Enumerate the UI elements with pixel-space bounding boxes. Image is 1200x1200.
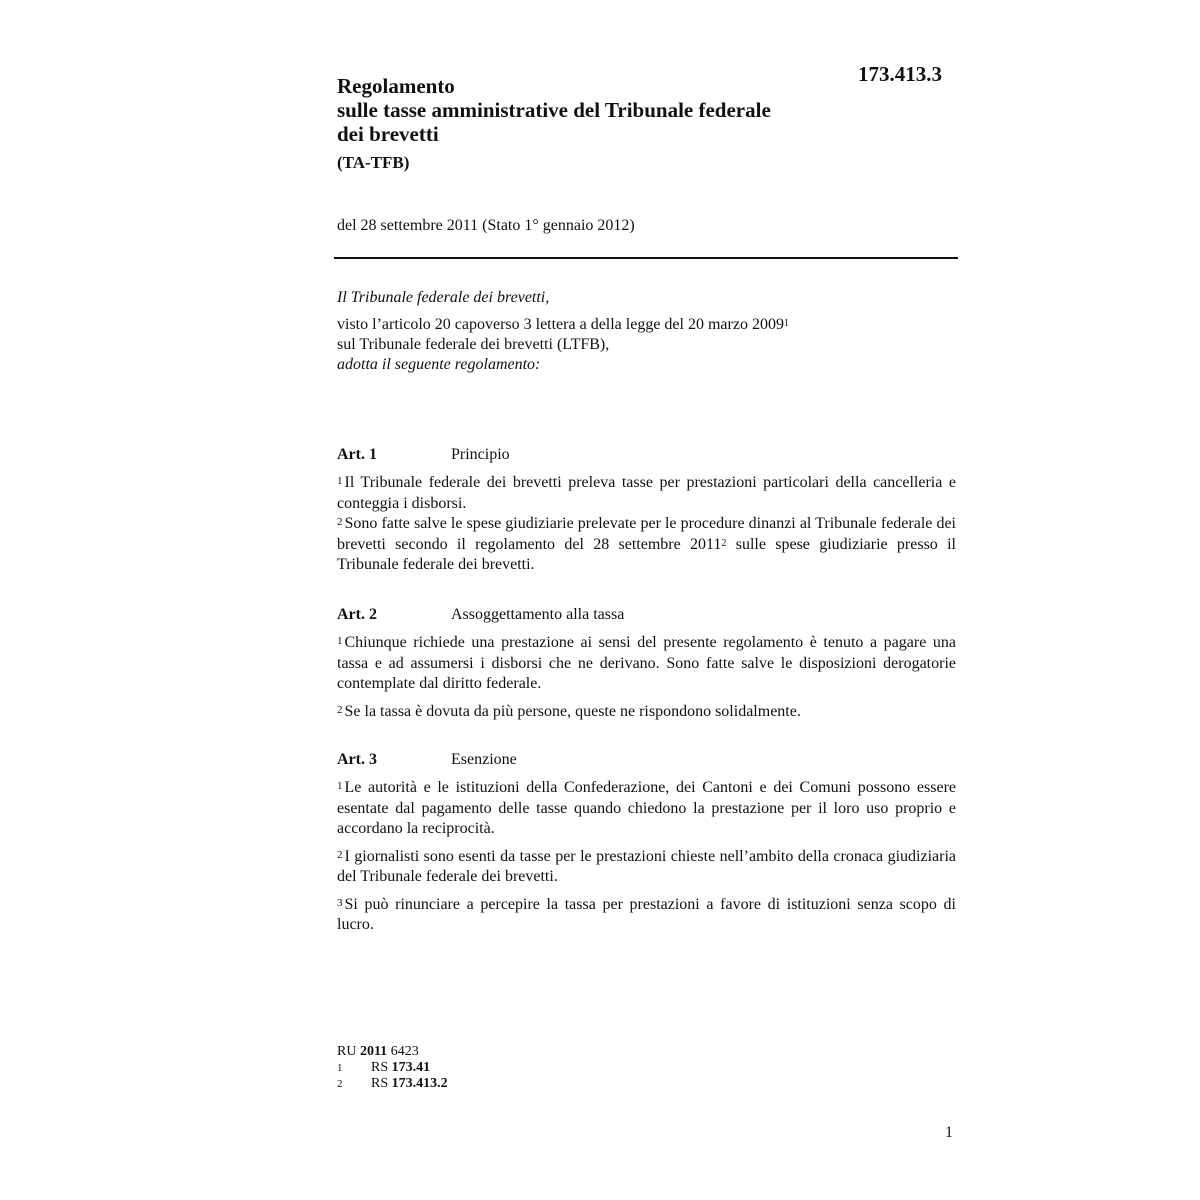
article-heading	[337, 445, 956, 465]
ru-page: 6423	[390, 1044, 419, 1059]
footnote-ref-link[interactable]: 173.41	[391, 1060, 431, 1075]
ru-reference	[337, 1044, 448, 1060]
preamble	[337, 288, 957, 375]
paragraph-text: Se la tassa è dovuta da più persone, queste ne rispondono solidalmente.	[344, 702, 801, 720]
ru-prefix: RU	[337, 1044, 357, 1059]
article-heading	[337, 750, 956, 770]
footnote	[337, 1076, 448, 1092]
paragraph-text: Sono fatte salve le spese giudiziarie prelevate per le procedure dinanzi al Tribunale federale dei brevetti secondo il regolamento del 28 settembre 2011	[337, 515, 956, 553]
footnote-number: 1	[337, 1062, 343, 1074]
article-1	[337, 445, 956, 583]
header-divider	[334, 257, 958, 259]
article-paragraph	[337, 702, 956, 723]
article-title: Esenzione	[451, 751, 517, 768]
paragraph-text: Le autorità e le istituzioni della Confederazione, dei Cantoni e dei Comuni possono essere esentate dal pagamento delle tasse quando chiedono la prestazione per il loro uso proprio e accordano la reciprocità.	[337, 779, 956, 837]
article-3	[337, 750, 956, 943]
document-title	[337, 74, 771, 146]
preamble-basis-text: visto l’articolo 20 capoverso 3 lettera a della legge del 20 marzo 2009	[337, 316, 784, 333]
article-paragraph	[337, 847, 956, 888]
article-paragraph	[337, 778, 956, 840]
title-line: sulle tasse amministrative del Tribunale federale	[337, 98, 771, 122]
preamble-basis	[337, 315, 957, 335]
article-paragraph	[337, 514, 956, 576]
article-paragraph	[337, 473, 956, 514]
sr-number: 173.413.3	[858, 62, 942, 86]
document-date: del 28 settembre 2011 (Stato 1° gennaio 2012)	[337, 217, 635, 234]
footnotes	[337, 1044, 448, 1092]
paragraph-number: 2	[337, 703, 343, 716]
document-abbreviation: (TA-TFB)	[337, 153, 410, 172]
preamble-authority: Il Tribunale federale dei brevetti,	[337, 289, 550, 306]
paragraph-text: Chiunque richiede una prestazione ai sensi del presente regolamento è tenuto a pagare una tassa e ad assumersi i disborsi che ne derivano. Sono fatte salve le disposizioni derogatorie contemplate dal diritto federale.	[337, 634, 956, 692]
paragraph-text: Il Tribunale federale dei brevetti preleva tasse per prestazioni particolari della cancelleria e conteggia i disborsi.	[337, 474, 956, 512]
footnote-number: 2	[337, 1078, 343, 1090]
footnote-ref-link[interactable]: 173.413.2	[391, 1076, 448, 1091]
paragraph-text: I giornalisti sono esenti da tasse per le prestazioni chieste nell’ambito della cronaca giudiziaria del Tribunale federale dei brevetti.	[337, 847, 956, 885]
paragraph-number: 3	[337, 896, 343, 909]
preamble-basis-cont: sul Tribunale federale dei brevetti (LTFB),	[337, 336, 610, 353]
article-number: Art. 2	[337, 606, 377, 623]
footnote-prefix: RS	[371, 1060, 389, 1075]
footnote-ref[interactable]: 1	[783, 318, 789, 329]
title-line: Regolamento	[337, 74, 455, 98]
footnote-prefix: RS	[371, 1076, 389, 1091]
footnote-ref[interactable]: 2	[721, 537, 727, 549]
paragraph-number: 1	[337, 635, 343, 647]
article-number: Art. 3	[337, 751, 377, 768]
article-title: Assoggettamento alla tassa	[451, 606, 625, 623]
paragraph-number: 2	[337, 516, 343, 528]
paragraph-text: sulle spese giudiziarie presso il Tribunale federale dei brevetti.	[337, 535, 956, 573]
paragraph-number: 1	[337, 780, 343, 792]
article-paragraph	[337, 633, 956, 695]
paragraph-number: 1	[337, 475, 343, 487]
footnote	[337, 1060, 448, 1076]
article-number: Art. 1	[337, 446, 377, 463]
preamble-adopts: adotta il seguente regolamento:	[337, 356, 541, 373]
paragraph-text: Si può rinunciare a percepire la tassa per prestazioni a favore di istituzioni senza scopo di lucro.	[337, 895, 956, 933]
ru-year: 2011	[359, 1044, 388, 1059]
article-2	[337, 605, 956, 729]
article-title: Principio	[451, 446, 510, 463]
title-line: dei brevetti	[337, 122, 439, 146]
page-number: 1	[945, 1124, 953, 1141]
article-paragraph	[337, 895, 956, 936]
article-heading	[337, 605, 956, 625]
paragraph-number: 2	[337, 848, 343, 861]
